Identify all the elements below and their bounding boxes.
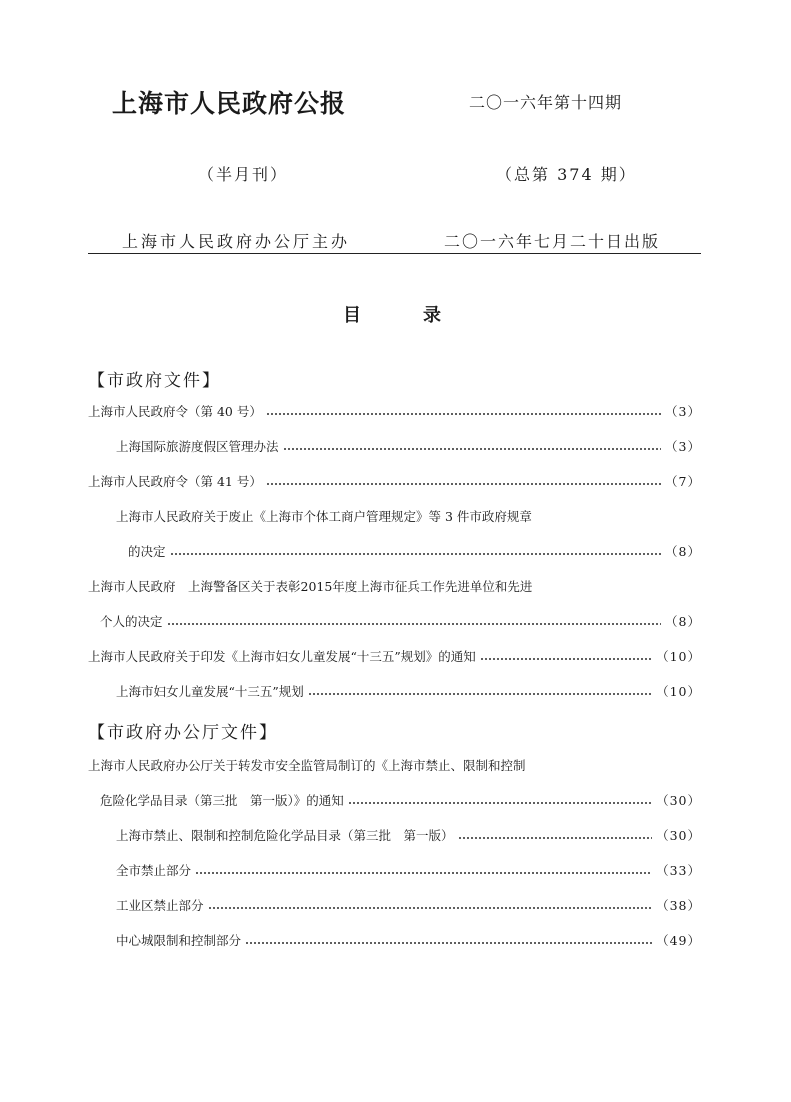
toc-entry-title[interactable]: 上海市人民政府令（第 40 号） — [88, 404, 262, 419]
leader-dots — [245, 933, 652, 947]
toc-entry-continuation[interactable] — [88, 790, 701, 810]
publication-frequency: （半月刊） — [198, 165, 289, 184]
toc-entry-title[interactable]: 工业区禁止部分 — [116, 898, 204, 913]
leader-dots — [308, 684, 652, 698]
toc-entry-title[interactable]: 上海市人民政府 上海警备区关于表彰2015年度上海市征兵工作先进单位和先进 — [88, 579, 533, 594]
toc-entry-title[interactable]: 上海市人民政府关于废止《上海市个体工商户管理规定》等 3 件市政府规章 — [116, 509, 532, 524]
leader-dots — [283, 439, 662, 453]
toc-entry[interactable] — [88, 646, 701, 666]
toc-entry[interactable] — [88, 471, 701, 491]
toc-entry-title[interactable]: 上海市禁止、限制和控制危险化学品目录（第三批 第一版） — [116, 828, 454, 843]
toc-title-right: 录 — [423, 305, 441, 326]
toc-entry-page: （10） — [656, 649, 701, 664]
leader-dots — [480, 649, 652, 663]
toc-entry-title[interactable]: 上海市人民政府令（第 41 号） — [88, 474, 262, 489]
leader-dots — [266, 404, 661, 418]
toc-entry-page: （10） — [656, 684, 701, 699]
toc-entry[interactable] — [88, 825, 701, 845]
toc-entry-page: （49） — [656, 933, 701, 948]
toc-entry[interactable] — [88, 860, 701, 880]
toc-entry-title[interactable]: 中心城限制和控制部分 — [116, 933, 242, 948]
toc-entry-page: （30） — [656, 828, 701, 843]
toc-entry-page: （33） — [656, 863, 701, 878]
toc-entry[interactable] — [88, 506, 701, 526]
toc-entry-title[interactable]: 上海国际旅游度假区管理办法 — [116, 439, 279, 454]
toc-entry[interactable] — [88, 895, 701, 915]
leader-dots — [208, 898, 653, 912]
leader-dots — [167, 614, 662, 628]
toc-entry-page: （38） — [656, 898, 701, 913]
toc-entry[interactable] — [88, 681, 701, 701]
toc-entry-title[interactable]: 的决定 — [128, 544, 166, 559]
leader-dots — [170, 544, 662, 558]
toc-entry-page: （8） — [665, 614, 701, 629]
toc-title-left: 目 — [343, 305, 361, 326]
toc-entry-page: （30） — [656, 793, 701, 808]
toc-title — [343, 301, 441, 327]
gazette-title: 上海市人民政府公报 — [112, 89, 347, 118]
toc-entry-title[interactable]: 危险化学品目录（第三批 第一版）》的通知 — [100, 793, 344, 808]
toc-entry-page: （7） — [665, 474, 701, 489]
toc-entry-title[interactable]: 上海市妇女儿童发展“十三五”规划 — [116, 684, 304, 699]
toc-entry-title[interactable]: 上海市人民政府关于印发《上海市妇女儿童发展“十三五”规划》的通知 — [88, 649, 476, 664]
header-divider — [88, 253, 701, 254]
leader-dots — [348, 793, 652, 807]
toc-entry-page: （3） — [665, 439, 701, 454]
toc-entry-title[interactable]: 上海市人民政府办公厅关于转发市安全监管局制订的《上海市禁止、限制和控制 — [88, 758, 526, 773]
toc-entry-continuation[interactable] — [88, 541, 701, 561]
toc-entry-continuation[interactable] — [88, 611, 701, 631]
toc-entry[interactable] — [88, 576, 701, 596]
toc-entry-title[interactable]: 全市禁止部分 — [116, 863, 192, 878]
section-heading: 【市政府办公厅文件】 — [88, 723, 278, 743]
leader-dots — [266, 474, 661, 488]
section-heading: 【市政府文件】 — [88, 371, 221, 391]
toc-entry-page: （8） — [665, 544, 701, 559]
issue-number: 二〇一六年第十四期 — [469, 93, 623, 112]
toc-entry[interactable] — [88, 436, 701, 456]
toc-entry[interactable] — [88, 755, 701, 775]
toc-entry-title[interactable]: 个人的决定 — [100, 614, 163, 629]
toc-entry[interactable] — [88, 401, 701, 421]
leader-dots — [458, 828, 653, 842]
leader-dots — [195, 863, 652, 877]
toc-entry-page: （3） — [665, 404, 701, 419]
sponsor: 上海市人民政府办公厅主办 — [122, 232, 351, 251]
publish-date: 二〇一六年七月二十日出版 — [444, 232, 661, 251]
toc-entry[interactable] — [88, 930, 701, 950]
total-issue-number: （总第 374 期） — [496, 165, 637, 184]
